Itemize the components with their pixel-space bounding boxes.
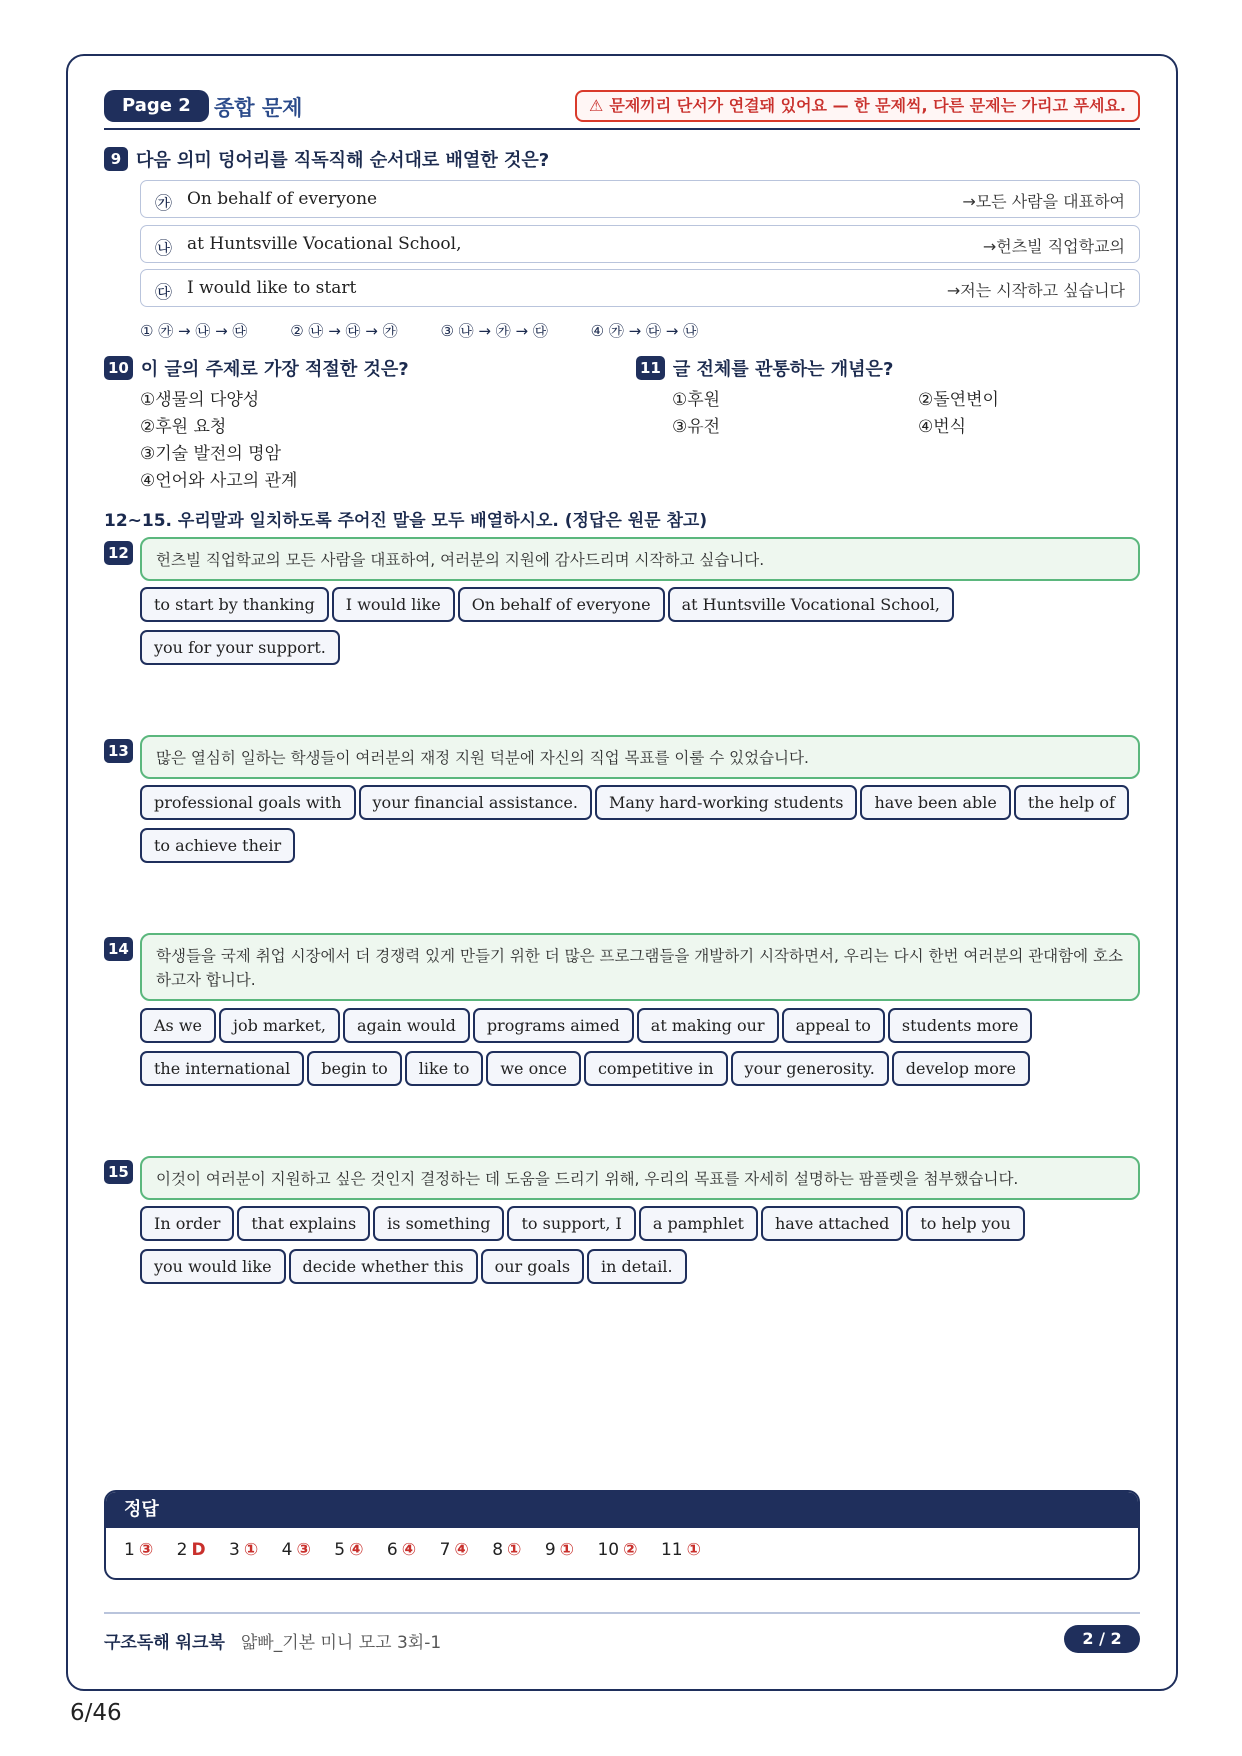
word-tile[interactable]: your financial assistance. (359, 785, 592, 820)
word-tile[interactable]: that explains (237, 1206, 370, 1241)
question-number: 9 (104, 147, 128, 171)
word-tile[interactable]: programs aimed (473, 1008, 634, 1043)
word-tile[interactable]: Many hard-working students (595, 785, 858, 820)
word-tile[interactable]: is something (373, 1206, 504, 1241)
answer-key-list (106, 1528, 1138, 1572)
chunk-mark: ㉯ (155, 239, 172, 259)
question-number: 14 (104, 937, 133, 961)
word-tiles-14 (140, 1008, 1150, 1094)
answer-value: ① (559, 1540, 575, 1560)
korean-sentence-box: 많은 열심히 일하는 학생들이 여러분의 재정 지원 덕분에 자신의 직업 목표를 이룰 수 있었습니다. (140, 735, 1140, 779)
answer-option[interactable]: ③유전 (672, 417, 721, 437)
question-text: 이 글의 주제로 가장 적절한 것은? (140, 359, 409, 380)
answer-item (282, 1540, 311, 1560)
word-tile[interactable]: job market, (219, 1008, 340, 1043)
word-tile[interactable]: a pamphlet (639, 1206, 758, 1241)
korean-sentence-box: 헌츠빌 직업학교의 모든 사람을 대표하여, 여러분의 지원에 감사드리며 시작하고 싶습니다. (140, 537, 1140, 581)
answer-question: 10 (597, 1540, 620, 1560)
answer-question: 4 (281, 1540, 293, 1560)
answer-value: ① (507, 1540, 522, 1560)
answer-item (597, 1540, 637, 1560)
answer-option[interactable]: ④번식 (918, 417, 967, 437)
question-11-options-col2 (918, 387, 999, 441)
footer-info (104, 1628, 441, 1653)
answer-option[interactable]: ① ㉮ → ㉯ → ㉰ (140, 322, 248, 340)
answer-item (229, 1540, 258, 1560)
question-9-heading (104, 146, 549, 172)
answer-option[interactable]: ②돌연변이 (918, 390, 999, 410)
answer-value: ② (623, 1540, 638, 1560)
word-tile[interactable]: have attached (761, 1206, 903, 1241)
word-tile[interactable]: you would like (140, 1249, 286, 1284)
word-tile[interactable]: the help of (1014, 785, 1129, 820)
warning-text: 문제끼리 단서가 연결돼 있어요 — 한 문제씩, 다른 문제는 가리고 푸세요. (609, 96, 1126, 115)
answer-item (334, 1540, 363, 1560)
word-tile[interactable]: I would like (332, 587, 455, 622)
word-tile[interactable]: your generosity. (731, 1051, 889, 1086)
answer-item (492, 1540, 521, 1560)
answer-value: D (191, 1540, 206, 1560)
page-badge: Page 2 (104, 90, 209, 122)
answer-question: 11 (660, 1540, 683, 1560)
word-tile[interactable]: the international (140, 1051, 304, 1086)
answer-key-title: 정답 (106, 1492, 1138, 1528)
question-10-options (140, 387, 297, 495)
header-divider (104, 128, 1140, 130)
word-tile[interactable]: appeal to (782, 1008, 885, 1043)
word-tile[interactable]: like to (405, 1051, 484, 1086)
chunk-english: On behalf of everyone (187, 189, 378, 209)
answer-item (545, 1540, 574, 1560)
warning-icon: ⚠ (589, 96, 604, 115)
answer-question: 3 (229, 1540, 240, 1560)
footer-divider (104, 1612, 1140, 1614)
chunk-mark: ㉰ (155, 283, 172, 303)
word-tile[interactable]: in detail. (587, 1249, 687, 1284)
word-tile[interactable]: On behalf of everyone (458, 587, 665, 622)
word-tile[interactable]: again would (343, 1008, 470, 1043)
question-9-options (140, 320, 736, 341)
chunk-english: I would like to start (187, 278, 357, 298)
answer-question: 1 (124, 1540, 135, 1560)
question-number: 11 (636, 356, 665, 380)
word-tiles-15 (140, 1206, 1150, 1292)
word-tile[interactable]: our goals (481, 1249, 584, 1284)
word-tile[interactable]: to achieve their (140, 828, 295, 863)
answer-value: ④ (349, 1540, 364, 1560)
answer-option[interactable]: ②후원 요청 (140, 417, 227, 437)
answer-item (387, 1540, 416, 1560)
answer-option[interactable]: ④ ㉮ → ㉰ → ㉯ (590, 322, 699, 340)
word-tile[interactable]: you for your support. (140, 630, 340, 665)
footer-subtitle: 얇빠_기본 미니 모고 3회-1 (240, 1633, 442, 1653)
question-number: 10 (104, 356, 133, 380)
answer-question: 6 (386, 1540, 398, 1560)
page-counter: 6/46 (70, 1700, 122, 1726)
chunk-row (140, 180, 1140, 218)
chunk-mark: ㉮ (155, 194, 172, 214)
word-tile[interactable]: students more (888, 1008, 1033, 1043)
word-tile[interactable]: at making our (637, 1008, 779, 1043)
word-tile[interactable]: develop more (892, 1051, 1030, 1086)
warning-banner (575, 90, 1140, 122)
section-title: 종합 문제 (214, 96, 303, 120)
word-tile[interactable]: to start by thanking (140, 587, 329, 622)
arrange-instruction: 12~15. 우리말과 일치하도록 주어진 말을 모두 배열하시오. (정답은 원문 참고) (104, 511, 708, 531)
answer-value: ④ (401, 1540, 417, 1560)
page-header (104, 90, 1140, 130)
answer-value: ① (686, 1540, 701, 1560)
answer-item (661, 1540, 701, 1560)
answer-item (177, 1540, 206, 1560)
question-11-heading (636, 355, 893, 381)
chunk-row (140, 225, 1140, 263)
answer-question: 5 (334, 1540, 346, 1560)
answer-option[interactable]: ①생물의 다양성 (140, 390, 260, 410)
question-number: 13 (104, 739, 133, 763)
answer-key-box (104, 1490, 1140, 1580)
answer-item (440, 1540, 469, 1560)
question-number: 12 (104, 541, 133, 565)
answer-option[interactable]: ④언어와 사고의 관계 (140, 471, 298, 491)
question-10-heading (104, 355, 409, 381)
answer-option[interactable]: ①후원 (672, 390, 721, 410)
answer-question: 2 (176, 1540, 188, 1560)
word-tile[interactable]: As we (140, 1008, 216, 1043)
answer-value: ③ (296, 1540, 311, 1560)
word-tile[interactable]: have been able (860, 785, 1010, 820)
question-text: 글 전체를 관통하는 개념은? (672, 359, 894, 380)
answer-value: ③ (138, 1540, 154, 1560)
word-tiles-12 (140, 587, 1150, 673)
question-number: 15 (104, 1160, 133, 1184)
answer-item (124, 1540, 153, 1560)
answer-option[interactable]: ③기술 발전의 명암 (140, 444, 282, 464)
chunk-korean: →헌츠빌 직업학교의 (982, 237, 1125, 256)
chunk-row (140, 269, 1140, 307)
chunk-english: at Huntsville Vocational School, (187, 234, 462, 254)
word-tiles-13 (140, 785, 1150, 871)
word-tile[interactable]: we once (486, 1051, 581, 1086)
answer-option[interactable]: ③ ㉯ → ㉮ → ㉰ (440, 322, 548, 340)
answer-question: 9 (544, 1540, 556, 1560)
word-tile[interactable]: begin to (307, 1051, 402, 1086)
word-tile[interactable]: In order (140, 1206, 234, 1241)
question-11-options-col1 (672, 387, 720, 441)
answer-value: ④ (454, 1540, 469, 1560)
answer-option[interactable]: ② ㉯ → ㉰ → ㉮ (290, 322, 398, 340)
answer-value: ① (243, 1540, 259, 1560)
word-tile[interactable]: competitive in (584, 1051, 728, 1086)
word-tile[interactable]: decide whether this (289, 1249, 478, 1284)
word-tile[interactable]: at Huntsville Vocational School, (668, 587, 954, 622)
footer-page-badge: 2 / 2 (1064, 1625, 1140, 1653)
answer-question: 8 (492, 1540, 504, 1560)
chunk-korean: →저는 시작하고 싶습니다 (946, 281, 1125, 300)
word-tile[interactable]: professional goals with (140, 785, 356, 820)
footer-brand: 구조독해 워크북 (104, 1633, 225, 1653)
answer-question: 7 (439, 1540, 451, 1560)
question-text: 다음 의미 덩어리를 직독직해 순서대로 배열한 것은? (136, 150, 550, 171)
korean-sentence-box: 이것이 여러분이 지원하고 싶은 것인지 결정하는 데 도움을 드리기 위해, 우리의 목표를 자세히 설명하는 팜플렛을 첨부했습니다. (140, 1156, 1140, 1200)
korean-sentence-box: 학생들을 국제 취업 시장에서 더 경쟁력 있게 만들기 위한 더 많은 프로그램들을 개발하기 시작하면서, 우리는 다시 한번 여러분의 관대함에 호소하고자 합니다. (140, 933, 1140, 1001)
word-tile[interactable]: to help you (906, 1206, 1024, 1241)
word-tile[interactable]: to support, I (507, 1206, 635, 1241)
chunk-korean: →모든 사람을 대표하여 (962, 192, 1125, 211)
